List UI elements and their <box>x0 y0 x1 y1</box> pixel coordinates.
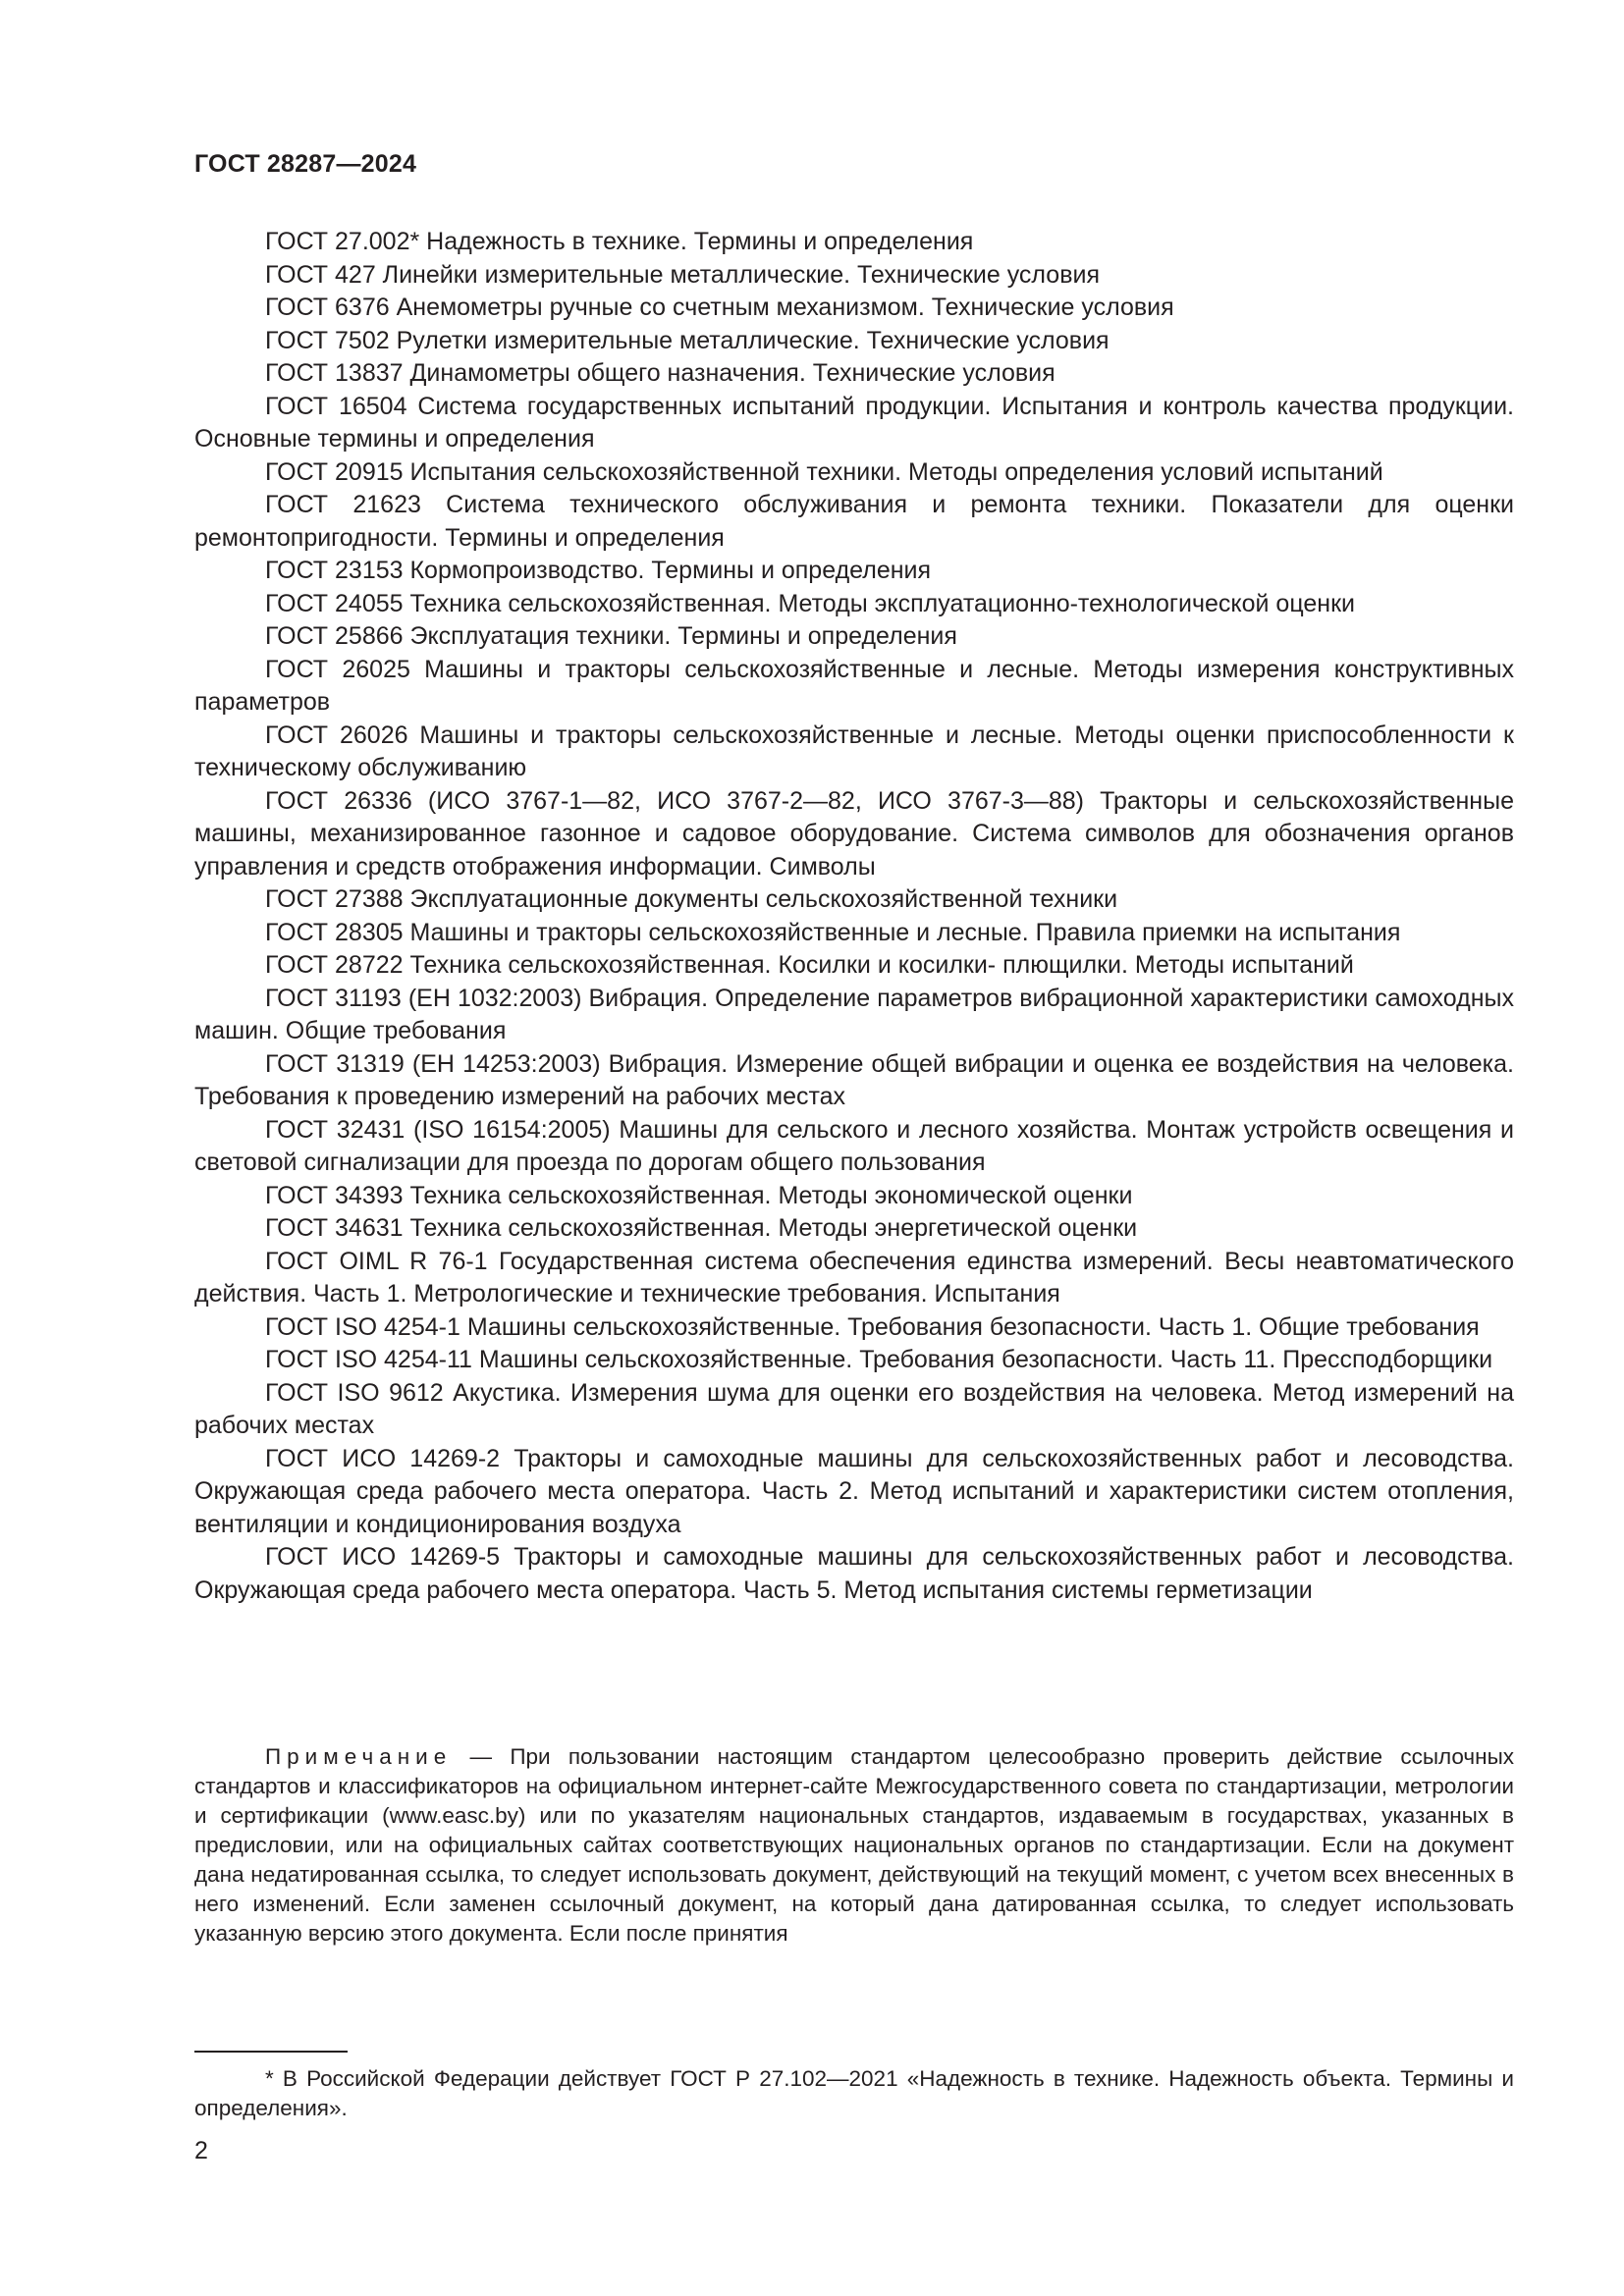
reference-item: ГОСТ 23153 Кормопроизводство. Термины и определения <box>265 557 932 584</box>
reference-item: ГОСТ 27.002* Надежность в технике. Термины и определения <box>265 228 974 255</box>
normative-references-list <box>194 226 1514 1607</box>
reference-item: ГОСТ 25866 Эксплуатация техники. Термины и определения <box>265 622 957 650</box>
reference-item: ГОСТ 28722 Техника сельскохозяйственная. Косилки и косилки- плющилки. Методы испытаний <box>265 951 1354 979</box>
footnote: * В Российской Федерации действует ГОСТ Р 27.102—2021 «Надежность в технике. Надежность объекта. Термины и определения». <box>194 2066 1514 2120</box>
reference-item: ГОСТ ISO 9612 Акустика. Измерения шума для оценки его воздействия на человека. Метод измерений на рабочих местах <box>194 1378 1514 1439</box>
page-header-doc-id: ГОСТ 28287—2024 <box>194 150 417 178</box>
reference-item: ГОСТ 31193 (ЕН 1032:2003) Вибрация. Определение параметров вибрационной характеристики самоходных машин. Общие требования <box>194 984 1514 1044</box>
reference-item: ГОСТ 32431 (ISO 16154:2005) Машины для сельского и лесного хозяйства. Монтаж устройств освещения и световой сигнализации для проезда по дорогам общего пользования <box>194 1115 1514 1176</box>
reference-item: ГОСТ 24055 Техника сельскохозяйственная. Методы эксплуатационно-технологической оценки <box>265 589 1355 617</box>
reference-item: ГОСТ ИСО 14269-2 Тракторы и самоходные машины для сельскохозяйственных работ и лесоводства. Окружающая среда рабочего места оператора. Часть 2. Метод испытаний и характеристики систем отопления, вентиляции и кондиционирования воздуха <box>194 1444 1514 1538</box>
reference-item: ГОСТ ISO 4254-1 Машины сельскохозяйственные. Требования безопасности. Часть 1. Общие требования <box>265 1312 1480 1341</box>
reference-item: ГОСТ 34631 Техника сельскохозяйственная. Методы энергетической оценки <box>265 1214 1138 1242</box>
reference-item: ГОСТ 16504 Система государственных испытаний продукции. Испытания и контроль качества продукции. Основные термины и определения <box>194 392 1514 453</box>
reference-item: ГОСТ 27388 Эксплуатационные документы сельскохозяйственной техники <box>265 885 1118 913</box>
note-paragraph <box>194 1742 1514 1949</box>
reference-item: ГОСТ 26336 (ИСО 3767-1—82, ИСО 3767-2—82, ИСО 3767-3—88) Тракторы и сельскохозяйственные машины, механизированное газонное и садовое оборудование. Система символов для обозначения органов управления и средств отображения информации. Символы <box>194 786 1514 881</box>
note-label: Примечание <box>265 1744 453 1769</box>
reference-item: ГОСТ 31319 (ЕН 14253:2003) Вибрация. Измерение общей вибрации и оценка ее воздействия на человека. Требования к проведению измерений на рабочих местах <box>194 1049 1514 1110</box>
reference-item: ГОСТ 427 Линейки измерительные металлические. Технические условия <box>265 260 1100 289</box>
reference-item: ГОСТ 28305 Машины и тракторы сельскохозяйственные и лесные. Правила приемки на испытания <box>265 918 1401 946</box>
reference-item: ГОСТ 26026 Машины и тракторы сельскохозяйственные и лесные. Методы оценки приспособленности к техническому обслуживанию <box>194 721 1514 781</box>
reference-item: ГОСТ 13837 Динамометры общего назначения. Технические условия <box>265 359 1056 387</box>
reference-item: ГОСТ 6376 Анемометры ручные со счетным механизмом. Технические условия <box>265 294 1174 321</box>
reference-item: ГОСТ ISO 4254-11 Машины сельскохозяйственные. Требования безопасности. Часть 11. Прессподборщики <box>265 1346 1493 1373</box>
footnote-separator <box>194 2051 348 2053</box>
reference-item: ГОСТ OIML R 76-1 Государственная система обеспечения единства измерений. Весы неавтоматического действия. Часть 1. Метрологические и технические требования. Испытания <box>194 1247 1514 1308</box>
reference-item: ГОСТ ИСО 14269-5 Тракторы и самоходные машины для сельскохозяйственных работ и лесоводства. Окружающая среда рабочего места оператора. Часть 5. Метод испытания системы герметизации <box>194 1543 1514 1604</box>
reference-item: ГОСТ 26025 Машины и тракторы сельскохозяйственные и лесные. Методы измерения конструктивных параметров <box>194 655 1514 716</box>
reference-item: ГОСТ 20915 Испытания сельскохозяйственной техники. Методы определения условий испытаний <box>265 457 1383 486</box>
reference-item: ГОСТ 21623 Система технического обслуживания и ремонта техники. Показатели для оценки ремонтопригодности. Термины и определения <box>194 491 1514 552</box>
note-text: — При пользовании настоящим стандартом целесообразно проверить действие ссылочных стандартов и классификаторов на официальном интернет-сайте Межгосударственного совета по стандартизации, метрологии и сертификации (www.easc.by) или по указателям национальных стандартов, издаваемым в государствах, указанных в предисловии, или на официальных сайтах соответствующих национальных органов по стандартизации. Если на документ дана недатированная ссылка, то следует использовать документ, действующий на текущий момент, с учетом всех внесенных в него изменений. Если заменен ссылочный документ, на который дана датированная ссылка, то следует использовать указанную версию этого документа. Если после принятия <box>194 1744 1514 1946</box>
reference-item: ГОСТ 34393 Техника сельскохозяйственная. Методы экономической оценки <box>265 1181 1133 1209</box>
page-number: 2 <box>194 2137 208 2164</box>
reference-item: ГОСТ 7502 Рулетки измерительные металлические. Технические условия <box>265 326 1110 354</box>
